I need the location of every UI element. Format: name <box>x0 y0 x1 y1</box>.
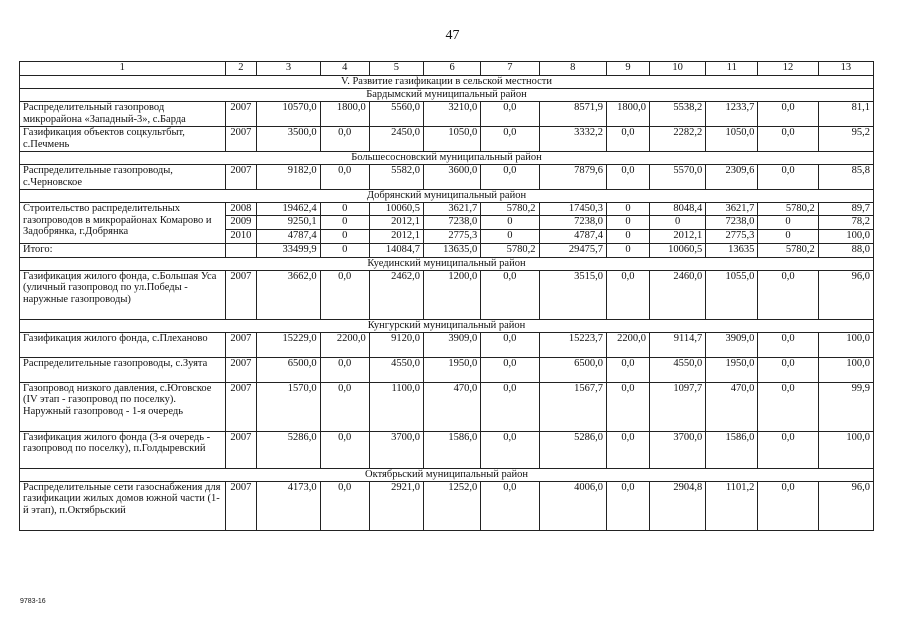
table-row <box>20 382 874 431</box>
year-cell <box>225 243 257 257</box>
year-cell: 2009 <box>225 215 257 229</box>
value-cell: 1100,0 <box>369 382 423 431</box>
value-cell: 2200,0 <box>607 332 650 357</box>
item-name: Строительство распределительных газопроводов в микрорайонах Комарово и Задобрянка, г.Добрянка <box>20 203 226 244</box>
value-cell: 0 <box>607 243 650 257</box>
value-cell: 2200,0 <box>320 332 369 357</box>
value-cell: 3909,0 <box>706 332 758 357</box>
value-cell: 1567,7 <box>539 382 607 431</box>
district-name: Куединский муниципальный район <box>20 257 874 270</box>
value-cell: 17450,3 <box>539 203 607 216</box>
year-cell: 2007 <box>225 431 257 468</box>
item-name: Газификация жилого фонда (3-я очередь - газопровод по поселку), п.Голдыревский <box>20 431 226 468</box>
value-cell: 2282,2 <box>649 127 705 152</box>
value-cell: 3700,0 <box>369 431 423 468</box>
table-row <box>20 481 874 530</box>
value-cell: 0,0 <box>758 431 818 468</box>
district-row <box>20 89 874 102</box>
value-cell: 1586,0 <box>706 431 758 468</box>
value-cell: 0 <box>607 215 650 229</box>
value-cell: 3700,0 <box>649 431 705 468</box>
table-row <box>20 203 874 216</box>
value-cell: 7238,0 <box>706 215 758 229</box>
value-cell: 0,0 <box>320 481 369 530</box>
value-cell: 0 <box>320 243 369 257</box>
district-row <box>20 257 874 270</box>
value-cell: 89,7 <box>818 203 873 216</box>
column-number: 10 <box>649 62 705 76</box>
value-cell: 2775,3 <box>706 229 758 243</box>
value-cell: 2462,0 <box>369 270 423 319</box>
value-cell: 4550,0 <box>369 357 423 382</box>
value-cell: 96,0 <box>818 270 873 319</box>
value-cell: 470,0 <box>706 382 758 431</box>
value-cell: 9120,0 <box>369 332 423 357</box>
value-cell: 0,0 <box>607 357 650 382</box>
value-cell: 0,0 <box>481 127 539 152</box>
value-cell: 0 <box>607 229 650 243</box>
district-name: Кунгурский муниципальный район <box>20 319 874 332</box>
value-cell: 5780,2 <box>481 243 539 257</box>
district-row <box>20 319 874 332</box>
column-number: 8 <box>539 62 607 76</box>
district-name: Большесосновский муниципальный район <box>20 152 874 165</box>
value-cell: 8048,4 <box>649 203 705 216</box>
value-cell: 0 <box>758 229 818 243</box>
value-cell: 2775,3 <box>423 229 480 243</box>
value-cell: 0,0 <box>481 332 539 357</box>
value-cell: 0 <box>481 215 539 229</box>
year-cell: 2008 <box>225 203 257 216</box>
value-cell: 1570,0 <box>257 382 320 431</box>
value-cell: 5780,2 <box>758 203 818 216</box>
value-cell: 0,0 <box>607 165 650 190</box>
item-name: Распределительные газопроводы, с.Черновское <box>20 165 226 190</box>
item-name: Итого: <box>20 243 226 257</box>
value-cell: 13635 <box>706 243 758 257</box>
district-row <box>20 190 874 203</box>
value-cell: 0 <box>320 229 369 243</box>
year-cell: 2007 <box>225 332 257 357</box>
value-cell: 1097,7 <box>649 382 705 431</box>
item-name: Распределительные газопроводы, с.Зуята <box>20 357 226 382</box>
value-cell: 0 <box>320 203 369 216</box>
value-cell: 0 <box>481 229 539 243</box>
value-cell: 15223,7 <box>539 332 607 357</box>
value-cell: 100,0 <box>818 431 873 468</box>
value-cell: 0,0 <box>607 270 650 319</box>
value-cell: 1050,0 <box>706 127 758 152</box>
year-cell: 2007 <box>225 382 257 431</box>
footer-code: 9783-16 <box>20 598 46 605</box>
value-cell: 9114,7 <box>649 332 705 357</box>
value-cell: 100,0 <box>818 357 873 382</box>
column-number: 13 <box>818 62 873 76</box>
item-name: Газификация жилого фонда, с.Большая Уса (уличный газопровод по ул.Победы - наружные газопроводы) <box>20 270 226 319</box>
value-cell: 5780,2 <box>758 243 818 257</box>
value-cell: 0,0 <box>607 431 650 468</box>
value-cell: 10060,5 <box>369 203 423 216</box>
section-title: V. Развитие газификации в сельской местности <box>20 76 874 89</box>
value-cell: 1252,0 <box>423 481 480 530</box>
value-cell: 7238,0 <box>423 215 480 229</box>
value-cell: 15229,0 <box>257 332 320 357</box>
value-cell: 96,0 <box>818 481 873 530</box>
value-cell: 1800,0 <box>320 102 369 127</box>
value-cell: 0,0 <box>758 270 818 319</box>
column-number: 12 <box>758 62 818 76</box>
value-cell: 5538,2 <box>649 102 705 127</box>
value-cell: 0 <box>607 203 650 216</box>
section-title-row <box>20 76 874 89</box>
column-number: 6 <box>423 62 480 76</box>
value-cell: 0,0 <box>758 357 818 382</box>
year-cell: 2007 <box>225 165 257 190</box>
value-cell: 9250,1 <box>257 215 320 229</box>
district-name: Бардымский муниципальный район <box>20 89 874 102</box>
year-cell: 2010 <box>225 229 257 243</box>
table-row <box>20 102 874 127</box>
value-cell: 470,0 <box>423 382 480 431</box>
item-name: Распределительные сети газоснабжения для газификации жилых домов южной части (1-й этап), п.Октябрьский <box>20 481 226 530</box>
value-cell: 3662,0 <box>257 270 320 319</box>
value-cell: 4550,0 <box>649 357 705 382</box>
district-row <box>20 152 874 165</box>
value-cell: 2309,6 <box>706 165 758 190</box>
value-cell: 85,8 <box>818 165 873 190</box>
value-cell: 1233,7 <box>706 102 758 127</box>
value-cell: 100,0 <box>818 229 873 243</box>
value-cell: 0,0 <box>758 127 818 152</box>
value-cell: 0,0 <box>758 102 818 127</box>
value-cell: 4787,4 <box>257 229 320 243</box>
value-cell: 5286,0 <box>539 431 607 468</box>
value-cell: 9182,0 <box>257 165 320 190</box>
value-cell: 0,0 <box>607 481 650 530</box>
value-cell: 0,0 <box>758 382 818 431</box>
value-cell: 13635,0 <box>423 243 480 257</box>
value-cell: 0,0 <box>320 270 369 319</box>
value-cell: 0,0 <box>758 165 818 190</box>
value-cell: 3210,0 <box>423 102 480 127</box>
value-cell: 0,0 <box>607 127 650 152</box>
value-cell: 2921,0 <box>369 481 423 530</box>
table-row <box>20 431 874 468</box>
value-cell: 0,0 <box>481 481 539 530</box>
year-cell: 2007 <box>225 270 257 319</box>
value-cell: 29475,7 <box>539 243 607 257</box>
value-cell: 0,0 <box>320 382 369 431</box>
value-cell: 99,9 <box>818 382 873 431</box>
value-cell: 0,0 <box>607 382 650 431</box>
value-cell: 1950,0 <box>706 357 758 382</box>
value-cell: 0,0 <box>481 165 539 190</box>
table-row <box>20 127 874 152</box>
value-cell: 3500,0 <box>257 127 320 152</box>
value-cell: 2460,0 <box>649 270 705 319</box>
column-number: 4 <box>320 62 369 76</box>
value-cell: 0 <box>320 215 369 229</box>
value-cell: 6500,0 <box>539 357 607 382</box>
value-cell: 33499,9 <box>257 243 320 257</box>
value-cell: 1055,0 <box>706 270 758 319</box>
year-cell: 2007 <box>225 357 257 382</box>
table-row <box>20 332 874 357</box>
value-cell: 5560,0 <box>369 102 423 127</box>
year-cell: 2007 <box>225 481 257 530</box>
value-cell: 0,0 <box>481 270 539 319</box>
item-name: Газификация объектов соцкультбыт, с.Печмень <box>20 127 226 152</box>
value-cell: 1200,0 <box>423 270 480 319</box>
value-cell: 3909,0 <box>423 332 480 357</box>
column-number-row <box>20 62 874 76</box>
column-number: 11 <box>706 62 758 76</box>
page-number: 47 <box>445 28 460 43</box>
value-cell: 1800,0 <box>607 102 650 127</box>
value-cell: 5780,2 <box>481 203 539 216</box>
district-row <box>20 468 874 481</box>
value-cell: 1950,0 <box>423 357 480 382</box>
value-cell: 19462,4 <box>257 203 320 216</box>
value-cell: 5286,0 <box>257 431 320 468</box>
value-cell: 2012,1 <box>649 229 705 243</box>
value-cell: 4173,0 <box>257 481 320 530</box>
value-cell: 4006,0 <box>539 481 607 530</box>
value-cell: 0,0 <box>320 431 369 468</box>
value-cell: 1586,0 <box>423 431 480 468</box>
value-cell: 3621,7 <box>706 203 758 216</box>
value-cell: 81,1 <box>818 102 873 127</box>
item-name: Газопровод низкого давления, с.Юговское (IV этап - газопровод по поселку). Наружный газопровод - 1-я очередь <box>20 382 226 431</box>
value-cell: 3515,0 <box>539 270 607 319</box>
value-cell: 0,0 <box>481 102 539 127</box>
value-cell: 1101,2 <box>706 481 758 530</box>
data-table <box>19 61 874 531</box>
value-cell: 78,2 <box>818 215 873 229</box>
value-cell: 3621,7 <box>423 203 480 216</box>
item-name: Распределительный газопровод микрорайона «Западный-3», с.Барда <box>20 102 226 127</box>
value-cell: 0,0 <box>758 481 818 530</box>
value-cell: 0,0 <box>320 127 369 152</box>
district-name: Октябрьский муниципальный район <box>20 468 874 481</box>
column-number: 5 <box>369 62 423 76</box>
value-cell: 5582,0 <box>369 165 423 190</box>
value-cell: 3332,2 <box>539 127 607 152</box>
year-cell: 2007 <box>225 102 257 127</box>
value-cell: 95,2 <box>818 127 873 152</box>
value-cell: 2012,1 <box>369 229 423 243</box>
value-cell: 0,0 <box>481 382 539 431</box>
value-cell: 0,0 <box>320 165 369 190</box>
value-cell: 1050,0 <box>423 127 480 152</box>
value-cell: 0,0 <box>320 357 369 382</box>
value-cell: 8571,9 <box>539 102 607 127</box>
value-cell: 2904,8 <box>649 481 705 530</box>
value-cell: 5570,0 <box>649 165 705 190</box>
value-cell: 100,0 <box>818 332 873 357</box>
value-cell: 0,0 <box>758 332 818 357</box>
table-row <box>20 270 874 319</box>
year-cell: 2007 <box>225 127 257 152</box>
value-cell: 2012,1 <box>369 215 423 229</box>
column-number: 3 <box>257 62 320 76</box>
value-cell: 0 <box>758 215 818 229</box>
table-row <box>20 165 874 190</box>
item-name: Газификация жилого фонда, с.Плеханово <box>20 332 226 357</box>
column-number: 2 <box>225 62 257 76</box>
value-cell: 7879,6 <box>539 165 607 190</box>
value-cell: 10570,0 <box>257 102 320 127</box>
value-cell: 2450,0 <box>369 127 423 152</box>
table-row <box>20 357 874 382</box>
column-number: 9 <box>607 62 650 76</box>
value-cell: 4787,4 <box>539 229 607 243</box>
value-cell: 0 <box>649 215 705 229</box>
value-cell: 88,0 <box>818 243 873 257</box>
value-cell: 14084,7 <box>369 243 423 257</box>
column-number: 7 <box>481 62 539 76</box>
column-number: 1 <box>20 62 226 76</box>
table-row <box>20 243 874 257</box>
value-cell: 7238,0 <box>539 215 607 229</box>
value-cell: 10060,5 <box>649 243 705 257</box>
value-cell: 6500,0 <box>257 357 320 382</box>
district-name: Добрянский муниципальный район <box>20 190 874 203</box>
value-cell: 0,0 <box>481 431 539 468</box>
value-cell: 3600,0 <box>423 165 480 190</box>
value-cell: 0,0 <box>481 357 539 382</box>
